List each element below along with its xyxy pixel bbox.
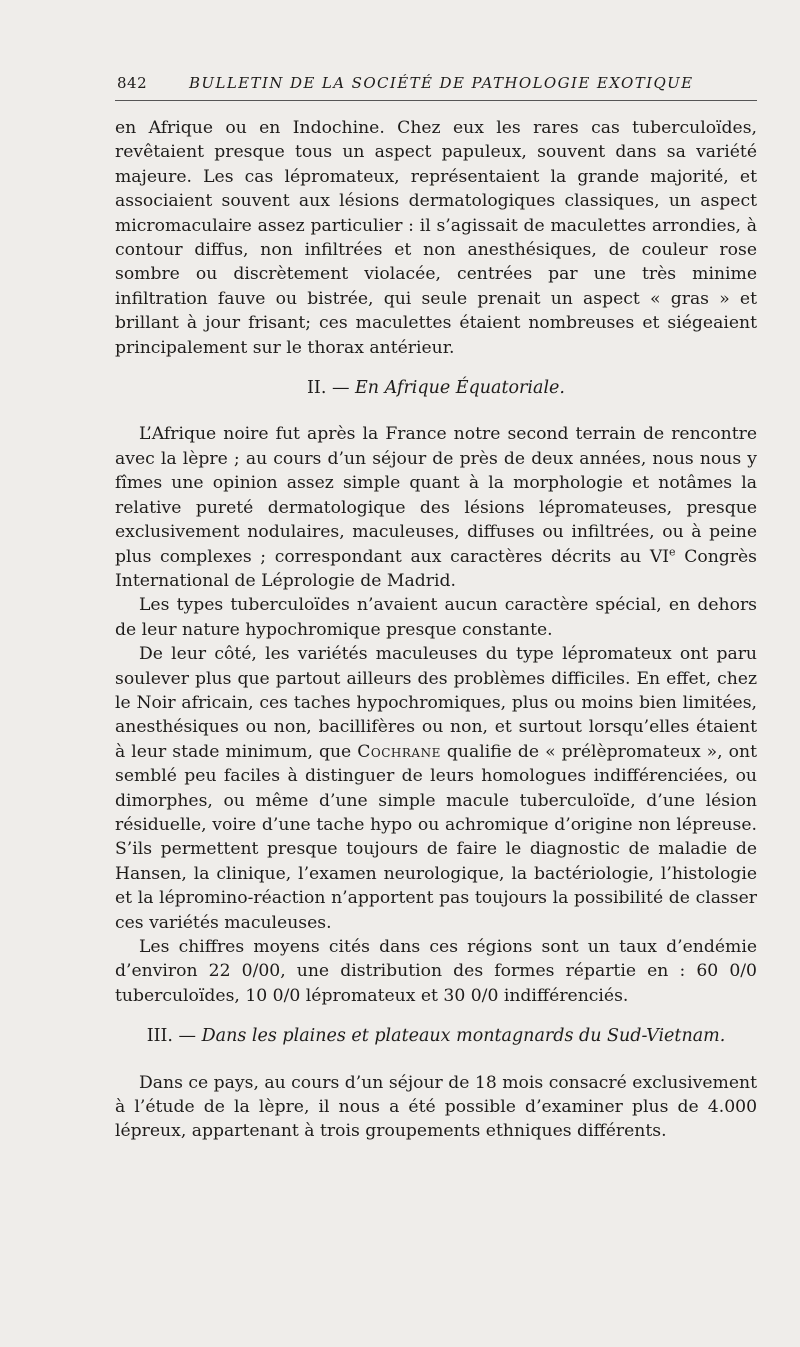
page-number: 842: [117, 74, 148, 92]
paragraph-text: L’Afrique noire fut après la France notre second terrain de rencontre avec la lèpre ; au cours d’un séjour de près de deux années, nous nous y fîmes une opinion assez simple quant à la morphologie et notâmes la relative pureté dermatologique des lésions lépromateuses, presque exclusivement nodulaires, maculeuses, diffuses ou infiltrées, ou à peine plus complexes ; correspondant aux caractères décrits au VI: [115, 424, 757, 567]
section-number: II. —: [307, 378, 356, 399]
paragraph: [115, 422, 757, 593]
header-rule: [115, 100, 757, 101]
section-heading-3: [115, 1024, 757, 1048]
running-title: BULLETIN DE LA SOCIÉTÉ DE PATHOLOGIE EXOTIQUE: [189, 74, 694, 92]
author-name: Cochrane: [357, 741, 441, 762]
section-title: En Afrique Équatoriale.: [355, 378, 565, 399]
paragraph-text: De leur côté, les variétés maculeuses du type lépromateux ont paru soulever plus que partout ailleurs des problèmes difficiles. En effet, chez le Noir africain, ces taches hypochromiques, plus ou moins bien limitées, anesthésiques ou non, bacillifères ou non, et surtout lorsqu’elles étaient à leur stade minimum, que: [115, 644, 757, 762]
paragraph-text: qualifie de « prélèpromateux », ont semblé peu faciles à distinguer de leurs homologues indifférenciées, ou dimorphes, ou même d’une simple macule tuberculoïde, d’une lésion résiduelle, voire d’une tache hypo ou achromique d’origine non lépreuse. S’ils permettent presque toujours de faire le diagnostic de maladie de Hansen, la clinique, l’examen neurologique, la bactériologie, l’histologie et la lépromino-réaction n’apportent pas toujours la possibilité de classer ces variétés maculeuses.: [115, 741, 758, 933]
paragraph: en Afrique ou en Indochine. Chez eux les rares cas tuberculoïdes, revêtaient presque tous un aspect papuleux, souvent dans sa variété majeure. Les cas lépromateux, représentaient la grande majorité, et associaient souvent aux lésions dermatologiques classiques, un aspect micromaculaire assez particulier : il s’agissait de maculettes arrondies, à contour diffus, non infiltrées et non anesthésiques, de couleur rose sombre ou discrètement violacée, centrées par une très minime infiltration fauve ou bistrée, qui seule prenait un aspect « gras » et brillant à jour frisant; ces maculettes étaient nombreuses et siégeaient principalement sur le thorax antérieur.: [115, 118, 757, 358]
section-number: III. —: [146, 1026, 202, 1047]
section-heading-2: [115, 376, 757, 400]
paragraph: Dans ce pays, au cours d’un séjour de 18 mois consacré exclusivement à l’étude de la lèpre, il nous a été possible d’examiner plus de 4.000 lépreux, appartenant à trois groupements ethniques différents.: [115, 1072, 757, 1142]
running-header: [117, 74, 755, 98]
body-text: [115, 116, 757, 1144]
paragraph-text: Congrès International de Léprologie de Madrid.: [115, 546, 757, 591]
superscript: e: [669, 544, 676, 558]
paragraph: Les types tuberculoïdes n’avaient aucun caractère spécial, en dehors de leur nature hypochromique presque constante.: [115, 595, 757, 640]
section-title: Dans les plaines et plateaux montagnards du Sud-Vietnam.: [201, 1026, 726, 1047]
paragraph: Les chiffres moyens cités dans ces régions sont un taux d’endémie d’environ 22 0/00, une distribution des formes répartie en : 60 0/0 tuberculoïdes, 10 0/0 lépromateux et 30 0/0 indifférenciés.: [115, 937, 757, 1006]
paragraph: [115, 642, 757, 935]
